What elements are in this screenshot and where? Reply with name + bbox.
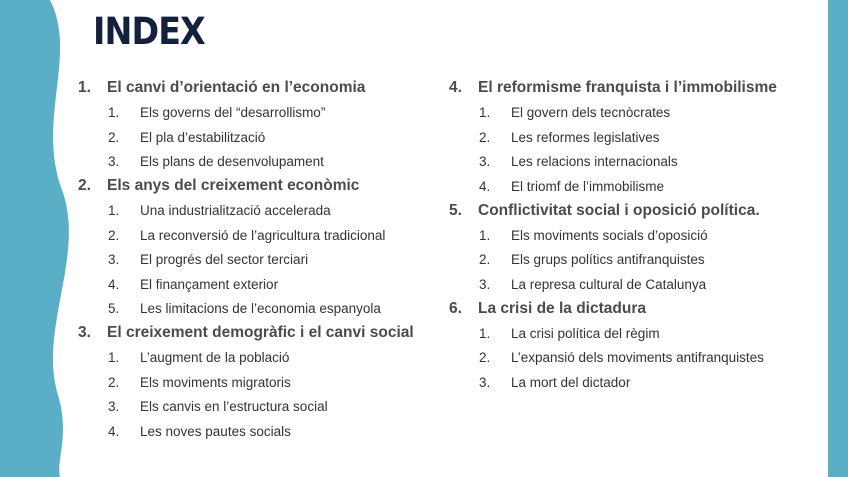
subsection-text: L’augment de la població [140,350,290,366]
section-1 [78,76,414,174]
subsection-number: 2. [479,252,491,268]
section-heading [449,199,777,224]
subsection-text: El govern dels tecnòcrates [511,105,671,121]
section-number: 4. [449,79,462,97]
subsection-number: 1. [479,105,491,121]
section-title: La crisi de la dictadura [478,299,646,317]
right-accent-band [828,0,848,477]
subsection-number: 1. [479,325,491,341]
page-title: INDEX [93,10,205,53]
subsection-text: Les limitacions de l’economia espanyola [140,301,381,317]
section-title: El reformisme franquista i l’immobilisme [478,79,777,97]
subsection-number: 3. [108,252,120,268]
subsection-item [449,174,777,199]
subsection-number: 1. [479,227,491,243]
subsection-number: 4. [108,423,120,439]
subsection-number: 3. [108,399,120,415]
subsection-number: 2. [108,374,120,390]
subsection-text: Els governs del “desarrollismo” [140,105,326,121]
section-title: El canvi d’orientació en l’economia [107,79,366,97]
section-heading [78,174,414,199]
section-heading [78,321,414,346]
subsection-number: 3. [479,374,491,390]
subsection-text: La reconversió de l’agricultura tradicional [140,227,386,243]
section-5 [449,199,777,297]
section-heading [449,297,777,322]
subsection-text: Les relacions internacionals [511,154,678,170]
subsection-text: Una industrialització accelerada [140,203,331,219]
subsection-text: La crisi política del règim [511,325,660,341]
subsection-text: El triomf de l’immobilisme [511,178,665,194]
subsection-item [449,346,777,371]
section-heading [78,76,414,101]
subsection-number: 2. [108,129,120,145]
subsection-item [449,370,777,395]
subsection-item [449,321,777,346]
subsection-item [449,101,777,126]
section-number: 3. [78,324,91,342]
section-number: 5. [449,201,462,219]
subsection-item [78,248,414,273]
subsection-text: El progrés del sector terciari [140,252,309,268]
left-wave-decoration [0,0,70,477]
subsection-item [449,272,777,297]
subsection-item [449,125,777,150]
index-column-right [449,76,777,395]
subsection-item [78,272,414,297]
subsection-number: 1. [108,105,120,121]
subsection-item [78,370,414,395]
subsection-text: Els plans de desenvolupament [140,154,324,170]
section-number: 2. [78,177,91,195]
subsection-number: 3. [479,276,491,292]
subsection-number: 4. [479,178,491,194]
subsection-text: La represa cultural de Catalunya [511,276,707,292]
subsection-text: Els moviments socials d’oposició [511,227,708,243]
subsection-text: Els canvis en l’estructura social [140,399,328,415]
subsection-item [78,199,414,224]
subsection-text: Els grups polítics antifranquistes [511,252,705,268]
subsection-text: El finançament exterior [140,276,279,292]
section-number: 6. [449,299,462,317]
subsection-number: 2. [479,129,491,145]
subsection-number: 2. [108,227,120,243]
section-2 [78,174,414,321]
section-title: Els anys del creixement econòmic [107,177,360,195]
subsection-number: 1. [108,203,120,219]
subsection-item [78,346,414,371]
subsection-item [78,395,414,420]
subsection-item [78,150,414,175]
subsection-item [78,223,414,248]
subsection-text: L’expansió dels moviments antifranquistes [511,350,764,366]
subsection-text: Les noves pautes socials [140,423,291,439]
subsection-item [449,223,777,248]
subsection-number: 2. [479,350,491,366]
subsection-item [78,101,414,126]
section-heading [449,76,777,101]
section-number: 1. [78,79,91,97]
subsection-item [449,248,777,273]
subsection-item [449,150,777,175]
subsection-number: 4. [108,276,120,292]
subsection-item [78,125,414,150]
index-column-left [78,76,414,444]
section-title: El creixement demogràfic i el canvi social [107,324,414,342]
section-3 [78,321,414,444]
subsection-item [78,297,414,322]
subsection-number: 5. [108,301,120,317]
section-title: Conflictivitat social i oposició política. [478,201,760,219]
subsection-number: 3. [479,154,491,170]
subsection-text: El pla d’estabilització [140,129,266,145]
subsection-text: La mort del dictador [511,374,631,390]
subsection-item [78,419,414,444]
subsection-text: Els moviments migratoris [140,374,291,390]
section-4 [449,76,777,199]
subsection-number: 1. [108,350,120,366]
subsection-number: 3. [108,154,120,170]
subsection-text: Les reformes legislatives [511,129,660,145]
section-6 [449,297,777,395]
